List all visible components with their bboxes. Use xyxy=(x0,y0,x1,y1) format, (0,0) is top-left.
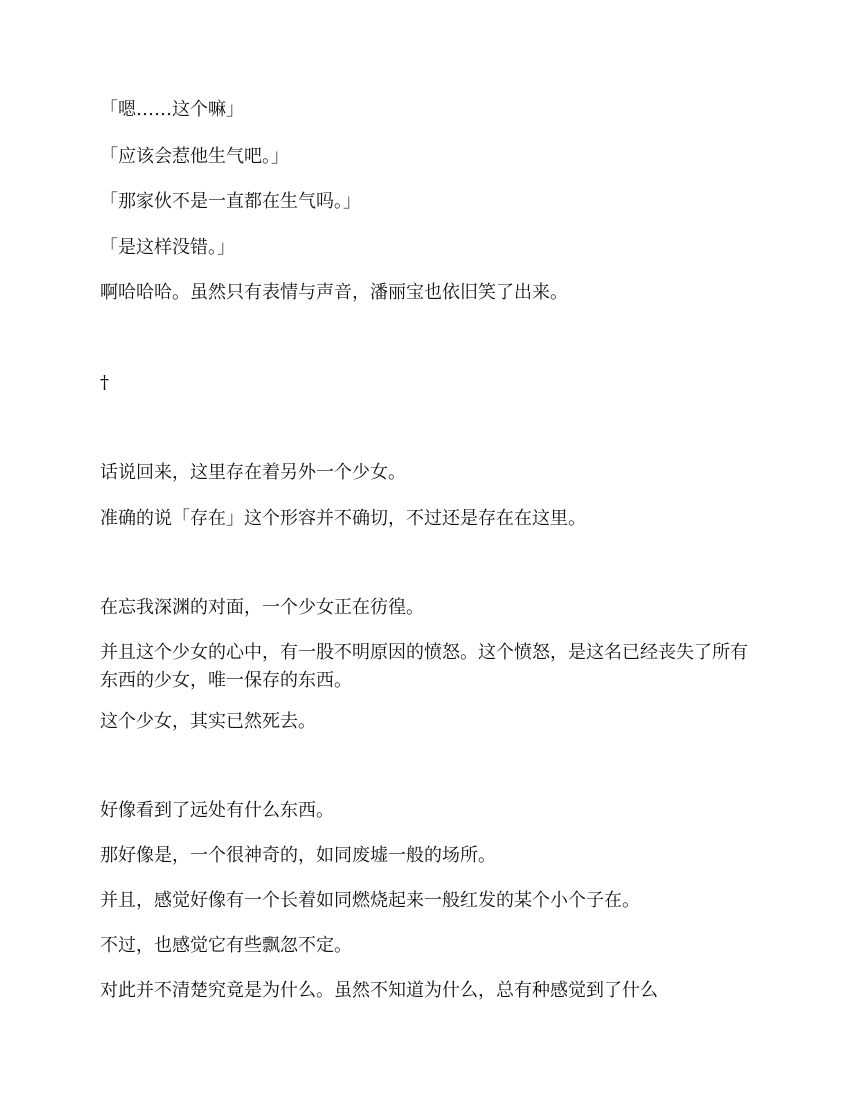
paragraph-14: 不过，也感觉它有些飘忽不定。 xyxy=(100,935,352,956)
paragraph-7: 准确的说「存在」这个形容并不确切，不过还是存在在这里。 xyxy=(100,508,586,529)
paragraph-9: 并且这个少女的心中，有一股不明原因的愤怒。这个愤怒，是这名已经丧失了所有东西的少女，唯一保存的东西。 xyxy=(100,642,748,691)
section-divider-dagger: † xyxy=(100,372,109,393)
paragraph-11: 好像看到了远处有什么东西。 xyxy=(100,800,334,821)
paragraph-6: 话说回来，这里存在着另外一个少女。 xyxy=(100,462,406,483)
paragraph-8: 在忘我深渊的对面，一个少女正在彷徨。 xyxy=(100,597,424,618)
paragraph-15: 对此并不清楚究竟是为什么。虽然不知道为什么，总有种感觉到了什么 xyxy=(100,980,658,1001)
paragraph-4: 「是这样没错。」 xyxy=(100,237,235,258)
paragraph-2: 「应该会惹他生气吧。」 xyxy=(100,146,289,167)
paragraph-5: 啊哈哈哈。虽然只有表情与声音，潘丽宝也依旧笑了出来。 xyxy=(100,282,568,303)
paragraph-10: 这个少女，其实已然死去。 xyxy=(100,711,316,732)
paragraph-1: 「嗯……这个嘛」 xyxy=(100,99,244,120)
paragraph-13: 并且，感觉好像有一个长着如同燃烧起来一般红发的某个小个子在。 xyxy=(100,890,640,911)
paragraph-3: 「那家伙不是一直都在生气吗。」 xyxy=(100,191,361,212)
paragraph-12: 那好像是，一个很神奇的，如同废墟一般的场所。 xyxy=(100,845,496,866)
